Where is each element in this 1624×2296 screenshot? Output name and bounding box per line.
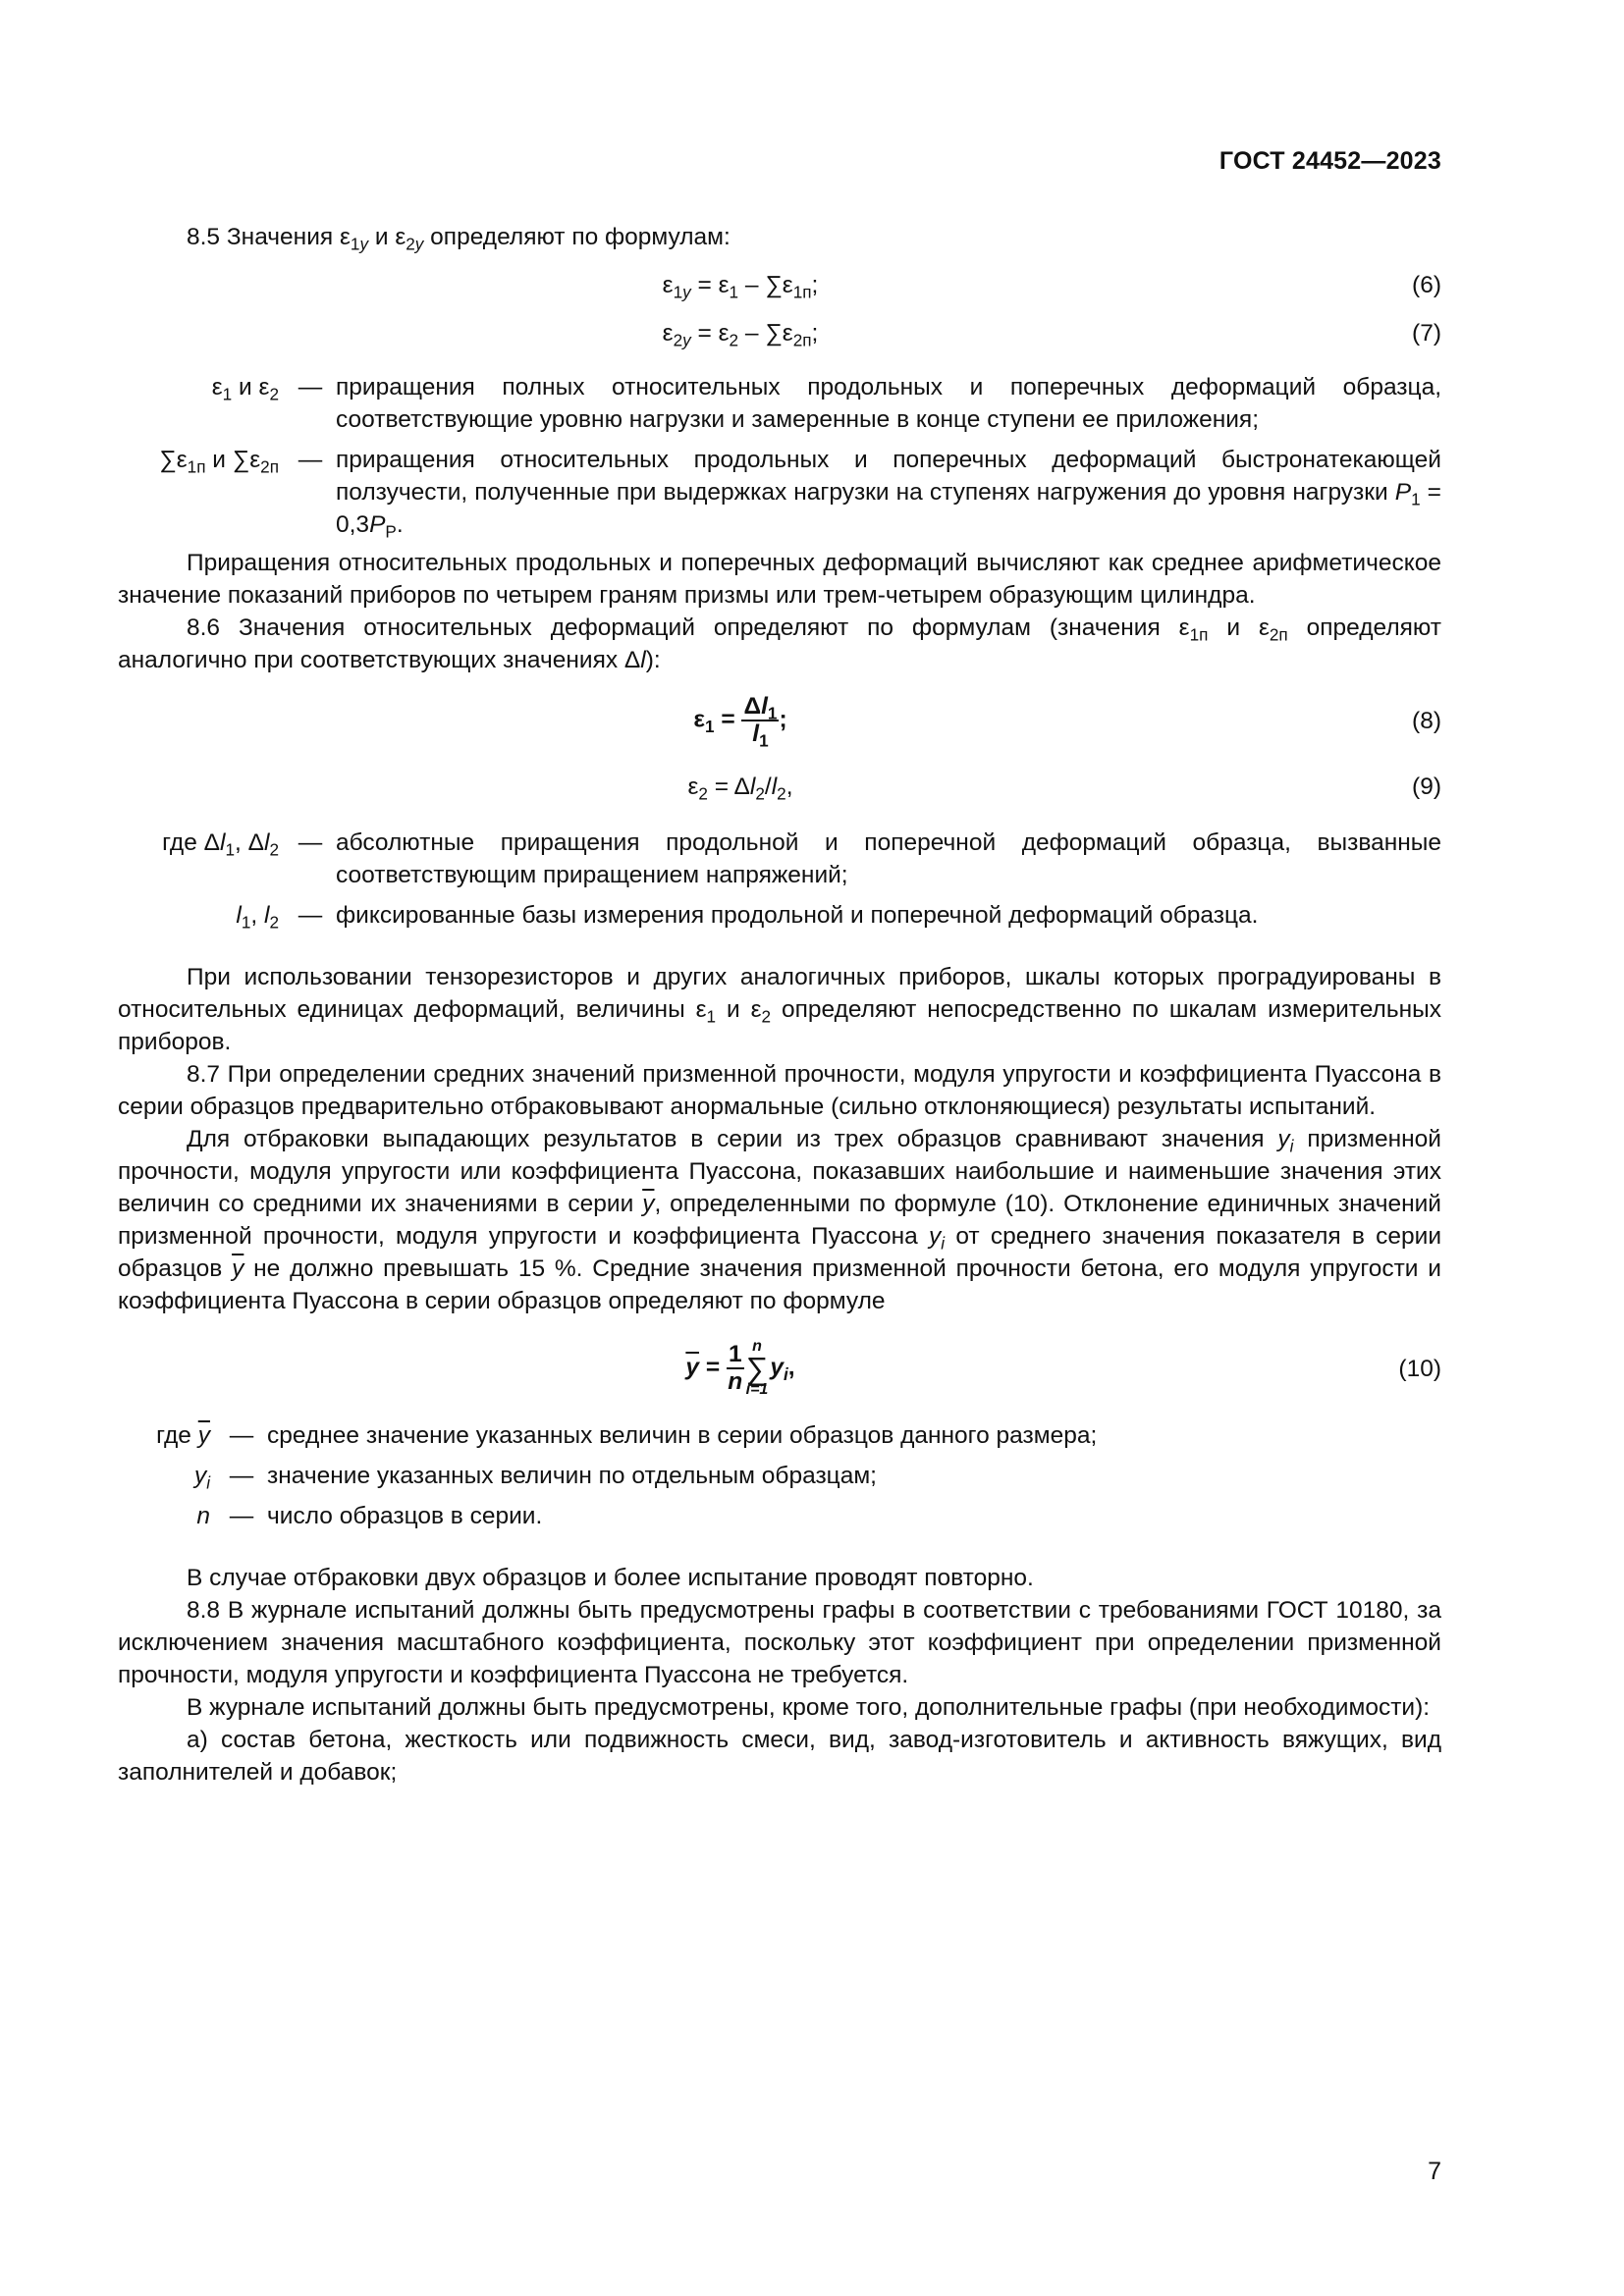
section-8-5: 8.5 Значения $\varepsilon_{1y}$ и $\varepsilon_{2y}$ определяют по формулам: <box>187 224 731 254</box>
definition-text: значение указанных величин по отдельным образцам; <box>267 1463 877 1489</box>
definition-text: приращения полных относительных продольных и поперечных деформаций образца, соответствующие уровню нагрузки и замеренные в конце ступени ее приложения; <box>336 374 1441 433</box>
definition-text: фиксированные базы измерения продольной и поперечной деформаций образца. <box>336 902 1259 929</box>
definition-term: $l_1$, $l_2$ <box>236 902 279 933</box>
paragraph-repeat-test: В случае отбраковки двух образцов и более испытание проводят повторно. <box>187 1565 1034 1591</box>
list-item-a: а) состав бетона, жесткость или подвижность смеси, вид, завод-изготовитель и активность вяжущих, вид заполнителей и добавок; <box>118 1727 1441 1786</box>
definition-term: где $\Delta l_1$, $\Delta l_2$ <box>162 829 279 860</box>
document-code: ГОСТ 24452—2023 <box>1218 147 1441 175</box>
definitions-8-5: $\varepsilon_1$ и $\varepsilon_2$ — приращения полных относительных продольных и поперечных деформаций образца, соответствующие уровню нагрузки и замеренные в конце ступени ее приложения; $\sum\varepsilon_{1п}$ и $\sum\varepsilon_{2п}$ — приращения относительных продольных и поперечных деформаций быстронатекающей ползучести, полученные при выдержках нагрузки на ступенях нагружения до уровня нагрузки $P_1 = 0,3P_Р$. <box>118 371 1441 541</box>
paragraph-rejection: Для отбраковки выпадающих результатов в серии из трех образцов сравнивают значения $y_i$ призменной прочности, модуля упругости или коэффициента Пуассона, показавших наибольшие и наименьшие значения этих величин со средними их значениями в серии $\overline{y}$, определенными по формуле (10). Отклонение единичных значений призменной прочности, модуля упругости и коэффициента Пуассона $y_i$ от среднего значения показателя в серии образцов $\overline{y}$ не должно превышать 15 %. Средние значения призменной прочности бетона, его модуля упругости и коэффициента Пуассона в серии образцов определяют по формуле <box>118 1126 1442 1314</box>
paragraph-extra-columns: В журнале испытаний должны быть предусмотрены, кроме того, дополнительные графы (при необходимости): <box>187 1694 1431 1721</box>
formula-10: $\overline{y}$ = $\frac{1}{n}$ n ∑ i=1 $y_i$, (10) <box>685 1338 1441 1398</box>
definitions-8-6: где $\Delta l_1$, $\Delta l_2$ — абсолютные приращения продольной и поперечной деформаций образца, вызванные соответствующим приращением напряжений; $l_1$, $l_2$ — фиксированные базы измерения продольной и поперечной деформаций образца. <box>118 827 1441 932</box>
paragraph-average: Приращения относительных продольных и поперечных деформаций вычисляют как среднее арифметическое значение показаний приборов по четырем граням призмы или трем-четырем образующим цилиндра. <box>118 550 1441 609</box>
section-8-6: 8.6 Значения относительных деформаций определяют по формулам (значения $\varepsilon_{1п}$ и $\varepsilon_{2п}$ определяют аналогично при соответствующих значениях Δl): <box>118 614 1441 673</box>
definition-term: n <box>196 1503 210 1529</box>
page-content <box>118 221 1441 1789</box>
formula-number: (9) <box>1412 774 1441 800</box>
formula-9: $\varepsilon_2 = \Delta l_2/l_2$, (9) <box>118 771 1441 803</box>
definition-text: абсолютные приращения продольной и поперечной деформаций образца, вызванные соответствующим приращением напряжений; <box>336 829 1441 888</box>
definition-term: $\sum\varepsilon_{1п}$ и $\sum\varepsilon_{2п}$ <box>159 447 279 477</box>
definition-text: число образцов в серии. <box>267 1503 543 1529</box>
formula-number: (6) <box>1412 272 1441 298</box>
formula-8: $\varepsilon_1$ = $\frac{\Delta l_1}{l_1}$ ; (8) <box>693 693 1441 751</box>
definitions-8-7: где $\overline{y}$ — среднее значение указанных величин в серии образцов данного размера; $y_i$ — значение указанных величин по отдельным образцам; n — число образцов в серии. <box>118 1419 1441 1532</box>
section-8-8: 8.8 В журнале испытаний должны быть предусмотрены графы в соответствии с требованиями ГОСТ 10180, за исключением значения масштабного коэффициента, поскольку этот коэффициент при определении призменной прочности, модуля упругости и коэффициента Пуассона не требуется. <box>118 1597 1441 1688</box>
section-8-7: 8.7 При определении средних значений призменной прочности, модуля упругости и коэффициента Пуассона в серии образцов предварительно отбраковывают анормальные (сильно отклоняющиеся) результаты испытаний. <box>118 1061 1441 1120</box>
formula-6: $\varepsilon_{1y} = \varepsilon_1 - \sum\varepsilon_{1п}$; (6) <box>118 269 1441 301</box>
paragraph-tensometers: При использовании тензорезисторов и других аналогичных приборов, шкалы которых проградуированы в относительных единицах деформаций, величины $\varepsilon_1$ и $\varepsilon_2$ определяют непосредственно по шкалам измерительных приборов. <box>118 964 1441 1055</box>
definition-term: $\varepsilon_1$ и $\varepsilon_2$ <box>211 374 279 404</box>
definition-text: приращения относительных продольных и поперечных деформаций быстронатекающей ползучести, полученные при выдержках нагрузки на ступенях нагружения до уровня нагрузки $P_1 = 0,3P_Р$. <box>336 447 1441 542</box>
definition-term: $y_i$ <box>193 1463 210 1493</box>
formula-number: (8) <box>1412 707 1441 734</box>
page-number: 7 <box>1428 2158 1441 2185</box>
definition-term: где $\overline{y}$ <box>156 1422 210 1449</box>
definition-text: среднее значение указанных величин в серии образцов данного размера; <box>267 1422 1098 1449</box>
formula-number: (10) <box>1398 1355 1441 1382</box>
formula-7: $\varepsilon_{2y} = \varepsilon_2 - \sum\varepsilon_{2п}$; (7) <box>118 317 1441 349</box>
formula-number: (7) <box>1412 320 1441 347</box>
